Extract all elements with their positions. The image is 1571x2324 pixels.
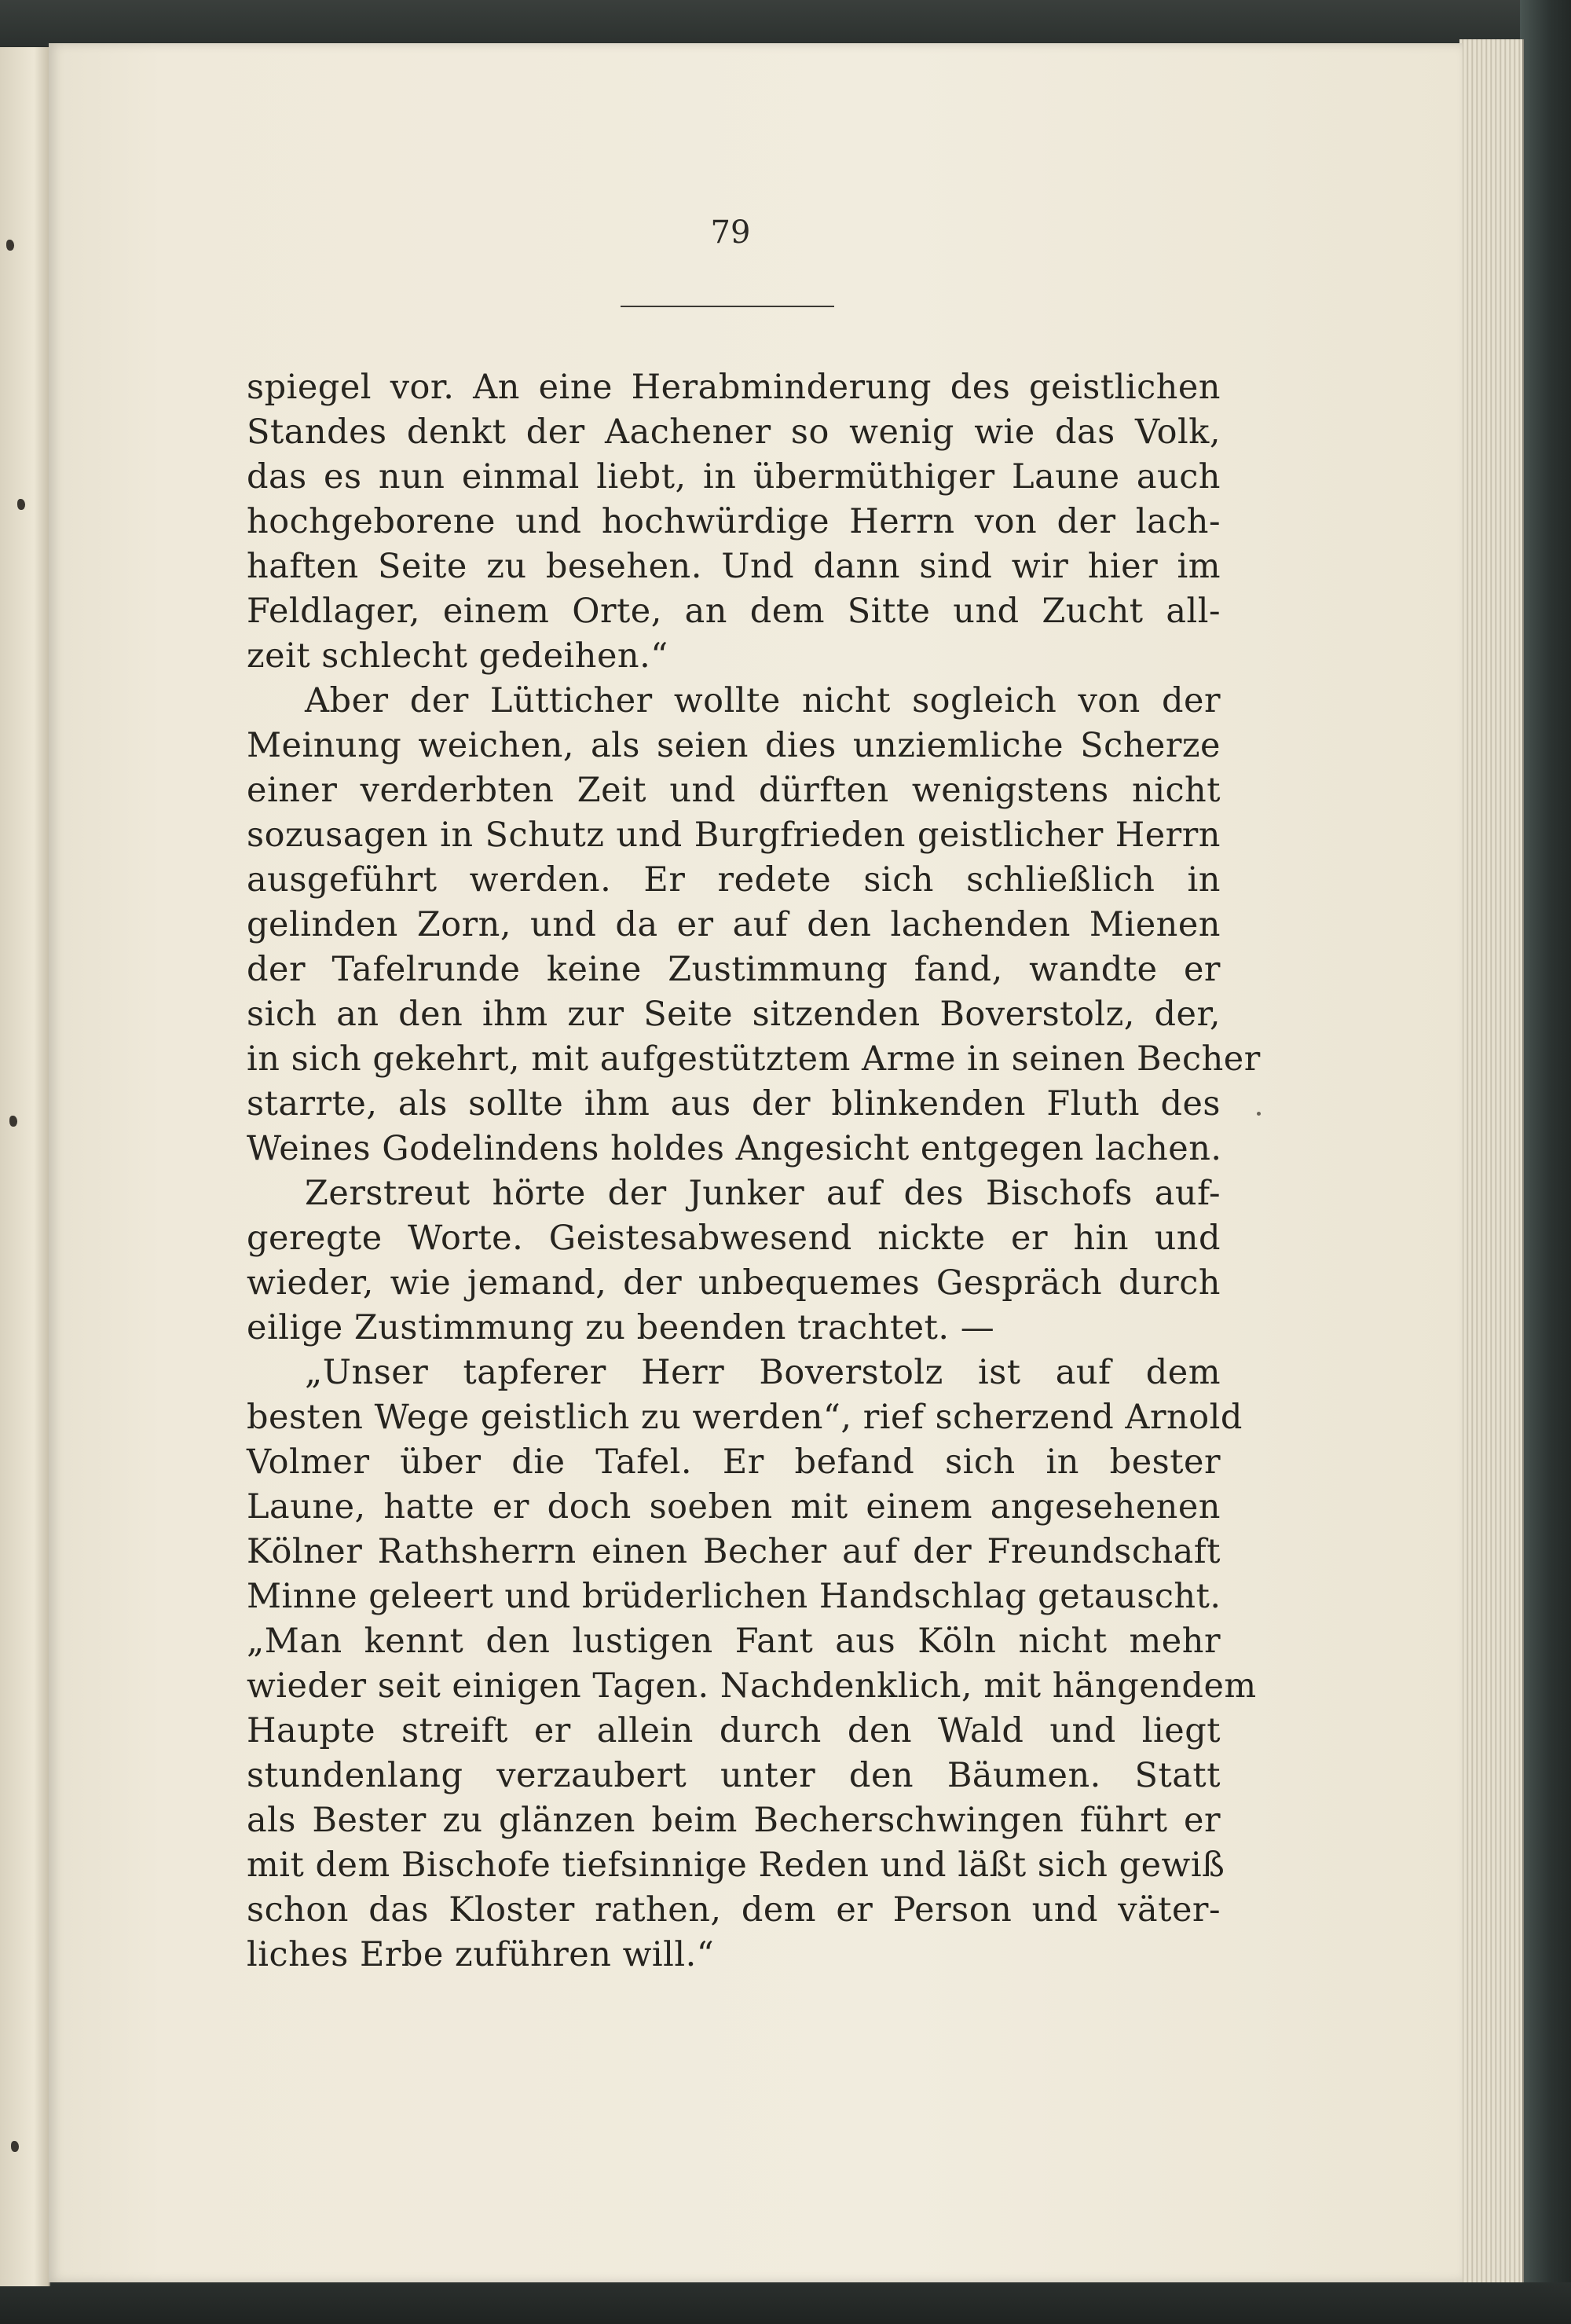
text-line: Weines Godelindens holdes Angesicht entgegen lachen. — [247, 1129, 1222, 1168]
text-line: Aber der Lütticher wollte nicht sogleich von der — [305, 681, 1221, 720]
text-line: schon das Kloster rathen, dem er Person und väter- — [247, 1890, 1221, 1930]
text-line: besten Wege geistlich zu werden“, rief scherzend Arnold — [247, 1398, 1243, 1437]
text-line: liches Erbe zuführen will.“ — [247, 1935, 715, 1974]
text-line: Minne geleert und brüderlichen Handschlag getauscht. — [247, 1577, 1221, 1616]
text-line: Meinung weichen, als seien dies unziemliche Scherze — [247, 726, 1221, 765]
text-line: in sich gekehrt, mit aufgestütztem Arme in seinen Becher — [247, 1039, 1261, 1079]
page-edge-stack — [1459, 39, 1524, 2282]
ink-mark — [11, 2141, 19, 2152]
paper-speck — [1257, 1112, 1261, 1116]
text-line: Zerstreut hörte der Junker auf des Bischofs auf- — [305, 1174, 1221, 1213]
text-line: spiegel vor. An eine Herabminderung des geistlichen — [247, 368, 1221, 407]
text-line: Feldlager, einem Orte, an dem Sitte und Zucht all- — [247, 592, 1221, 631]
text-line: starrte, als sollte ihm aus der blinkenden Fluth des — [247, 1084, 1221, 1124]
text-line: stundenlang verzaubert unter den Bäumen. Statt — [247, 1756, 1221, 1795]
text-line: „Man kennt den lustigen Fant aus Köln nicht mehr — [247, 1622, 1221, 1661]
text-line: einer verderbten Zeit und dürften wenigstens nicht — [247, 771, 1221, 810]
text-line: Kölner Rathsherrn einen Becher auf der Freundschaft — [247, 1532, 1221, 1571]
text-line: das es nun einmal liebt, in übermüthiger Laune auch — [247, 457, 1221, 497]
text-line: Standes denkt der Aachener so wenig wie das Volk, — [247, 412, 1221, 452]
text-line: eilige Zustimmung zu beenden trachtet. — — [247, 1308, 995, 1347]
text-line: Volmer über die Tafel. Er befand sich in bester — [247, 1442, 1221, 1482]
text-line: hochgeborene und hochwürdige Herrn von der lach- — [247, 502, 1221, 541]
ink-mark — [6, 240, 14, 251]
ink-mark — [17, 499, 25, 510]
text-line: „Unser tapferer Herr Boverstolz ist auf dem — [305, 1353, 1221, 1392]
book-cover-top — [0, 0, 1571, 47]
text-line: Haupte streift er allein durch den Wald und liegt — [247, 1711, 1221, 1750]
text-line: gelinden Zorn, und da er auf den lachenden Mienen — [247, 905, 1221, 944]
text-line: ausgeführt werden. Er redete sich schließlich in — [247, 860, 1221, 900]
header-rule — [621, 306, 834, 307]
text-line: wieder, wie jemand, der unbequemes Gespräch durch — [247, 1263, 1221, 1303]
book-cover-bottom — [0, 2282, 1571, 2324]
ink-mark — [9, 1116, 17, 1127]
text-line: geregte Worte. Geistesabwesend nickte er hin und — [247, 1219, 1221, 1258]
book-page — [49, 43, 1463, 2282]
text-line: der Tafelrunde keine Zustimmung fand, wandte er — [247, 950, 1221, 989]
text-line: Laune, hatte er doch soeben mit einem angesehenen — [247, 1487, 1221, 1527]
text-line: sozusagen in Schutz und Burgfrieden geistlicher Herrn — [247, 816, 1221, 855]
text-line: haften Seite zu besehen. Und dann sind wir hier im — [247, 547, 1221, 586]
book-cover-right — [1520, 0, 1571, 2324]
text-line: mit dem Bischofe tiefsinnige Reden und läßt sich gewiß — [247, 1846, 1225, 1885]
page-number: 79 — [710, 214, 751, 251]
text-line: als Bester zu glänzen beim Becherschwingen führt er — [247, 1801, 1221, 1840]
text-line: sich an den ihm zur Seite sitzenden Boverstolz, der, — [247, 995, 1221, 1034]
text-line: zeit schlecht gedeihen.“ — [247, 636, 668, 676]
facing-page-edge — [0, 47, 50, 2286]
text-line: wieder seit einigen Tagen. Nachdenklich, mit hängendem — [247, 1666, 1257, 1706]
